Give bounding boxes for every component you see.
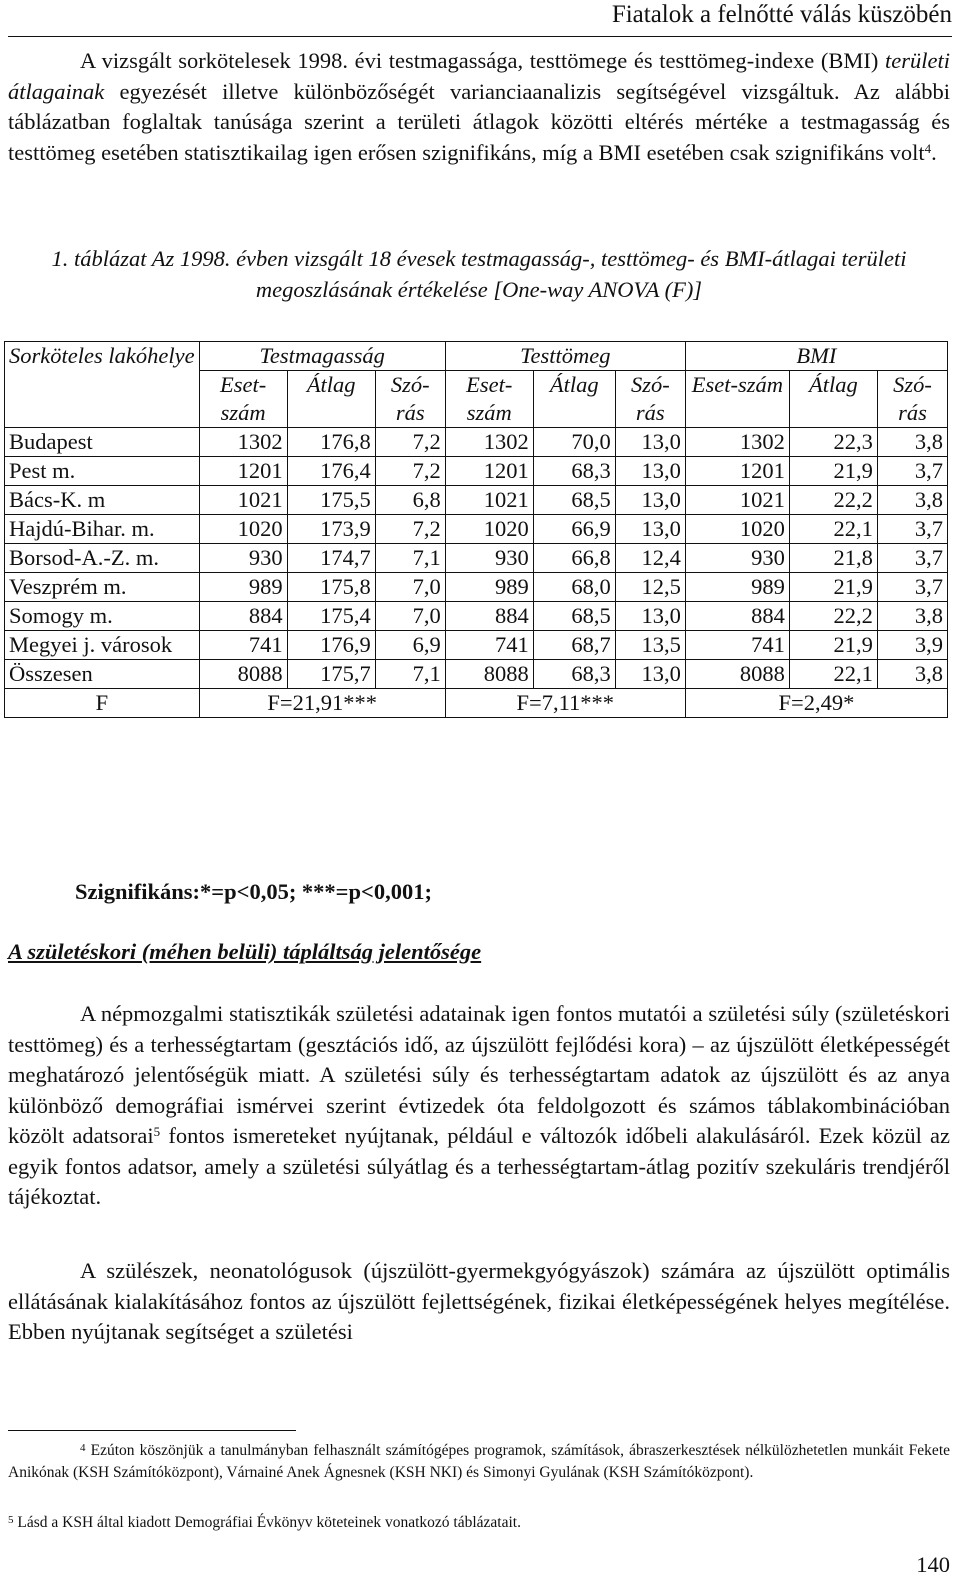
row-place-cell: Bács-K. m bbox=[5, 486, 200, 515]
value-cell: 13,0 bbox=[615, 457, 685, 486]
subheader-count: Eset-szám bbox=[685, 371, 789, 428]
value-cell: 12,5 bbox=[615, 573, 685, 602]
value-cell: 1302 bbox=[445, 428, 533, 457]
value-cell: 3,7 bbox=[877, 515, 947, 544]
group-header-height: Testmagasság bbox=[199, 342, 445, 371]
value-cell: 1201 bbox=[685, 457, 789, 486]
table-row bbox=[5, 631, 948, 660]
value-cell: 66,8 bbox=[533, 544, 615, 573]
value-cell: 7,2 bbox=[375, 428, 445, 457]
row-place-cell: Összesen bbox=[5, 660, 200, 689]
body-paragraph-2 bbox=[8, 1256, 950, 1348]
value-cell: 3,8 bbox=[877, 486, 947, 515]
value-cell: 22,1 bbox=[789, 660, 877, 689]
f-statistic-row bbox=[5, 689, 948, 718]
row-place-cell: Veszprém m. bbox=[5, 573, 200, 602]
footnote-ref-5: 5 bbox=[153, 1124, 161, 1139]
anova-table bbox=[4, 341, 948, 718]
significance-note: Szignifikáns:*=p<0,05; ***=p<0,001; bbox=[75, 879, 432, 904]
value-cell: 13,0 bbox=[615, 486, 685, 515]
row-place-cell: Somogy m. bbox=[5, 602, 200, 631]
value-cell: 68,5 bbox=[533, 486, 615, 515]
value-cell: 70,0 bbox=[533, 428, 615, 457]
value-cell: 7,0 bbox=[375, 573, 445, 602]
table-row bbox=[5, 486, 948, 515]
subheader-count: Eset-szám bbox=[445, 371, 533, 428]
value-cell: 884 bbox=[685, 602, 789, 631]
value-cell: 741 bbox=[445, 631, 533, 660]
value-cell: 1020 bbox=[445, 515, 533, 544]
value-cell: 1302 bbox=[199, 428, 287, 457]
subheader-count: Eset-szám bbox=[199, 371, 287, 428]
value-cell: 1020 bbox=[685, 515, 789, 544]
value-cell: 21,9 bbox=[789, 457, 877, 486]
value-cell: 7,2 bbox=[375, 457, 445, 486]
value-cell: 21,9 bbox=[789, 573, 877, 602]
value-cell: 7,1 bbox=[375, 544, 445, 573]
row-header-label: Sorköteles lakóhelye bbox=[9, 343, 195, 368]
table-caption: 1. táblázat Az 1998. évben vizsgált 18 évesek testmagasság-, testtömeg- és BMI-átlagai területi megoszlásának értékelése [One-way ANOVA (F)] bbox=[51, 246, 907, 302]
table-row bbox=[5, 602, 948, 631]
value-cell: 8088 bbox=[685, 660, 789, 689]
body-paragraph-1 bbox=[8, 999, 950, 1213]
value-cell: 7,2 bbox=[375, 515, 445, 544]
table-row bbox=[5, 573, 948, 602]
value-cell: 176,4 bbox=[287, 457, 375, 486]
value-cell: 989 bbox=[445, 573, 533, 602]
value-cell: 21,8 bbox=[789, 544, 877, 573]
footnote-4 bbox=[8, 1440, 950, 1484]
intro-paragraph bbox=[8, 46, 950, 168]
value-cell: 176,8 bbox=[287, 428, 375, 457]
value-cell: 68,7 bbox=[533, 631, 615, 660]
value-cell: 3,7 bbox=[877, 573, 947, 602]
paragraph-1-text-a: A népmozgalmi statisztikák születési adatainak igen fontos mutatói a születési súly (születéskori testtömeg) és a terhességtartam (gesztációs idő, az újszülött fejlődési kora) – az újszülött életképességét meghatározó jelentőségük miatt. A születési súly és terhességtartam adatok az újszülött és az anya különböző demográfiai ismérvei szerint évtizedek óta feldolgozott és számos táblakombinációban közölt adatsorai bbox=[8, 1001, 950, 1148]
running-head: Fiatalok a felnőtté válás küszöbén bbox=[8, 0, 952, 37]
value-cell: 1020 bbox=[199, 515, 287, 544]
value-cell: 930 bbox=[445, 544, 533, 573]
value-cell: 13,0 bbox=[615, 660, 685, 689]
table-row bbox=[5, 660, 948, 689]
intro-text-a: A vizsgált sorkötelesek 1998. évi testmagassága, testtömege és testtömeg-indexe (BMI) bbox=[80, 48, 886, 73]
group-header-bmi: BMI bbox=[685, 342, 947, 371]
row-place-cell: Budapest bbox=[5, 428, 200, 457]
value-cell: 989 bbox=[199, 573, 287, 602]
intro-text-emphasis: területi átlagainak bbox=[8, 48, 950, 104]
value-cell: 3,8 bbox=[877, 428, 947, 457]
f-row-label: F bbox=[5, 689, 200, 718]
value-cell: 66,9 bbox=[533, 515, 615, 544]
subheader-mean: Átlag bbox=[533, 371, 615, 428]
value-cell: 175,5 bbox=[287, 486, 375, 515]
subheader-mean: Átlag bbox=[287, 371, 375, 428]
paragraph-1-text-b: fontos ismereteket nyújtanak, például e változók időbeli alakulásáról. Ezek közül az egyik fontos adatsor, amely a születési súlyátlag és a terhességtartam-átlag pozitív szekuláris trendjéről tájékoztat. bbox=[8, 1123, 951, 1209]
f-statistic-cell: F=7,11*** bbox=[445, 689, 685, 718]
value-cell: 68,0 bbox=[533, 573, 615, 602]
footnote-5-text: Lásd a KSH által kiadott Demográfiai Évkönyv köteteinek vonatkozó táblázatait. bbox=[17, 1514, 521, 1531]
table-row bbox=[5, 515, 948, 544]
value-cell: 175,7 bbox=[287, 660, 375, 689]
footnote-5-number: 5 bbox=[8, 1514, 14, 1526]
row-header-cell bbox=[5, 342, 200, 428]
section-title: A születéskori (méhen belüli) tápláltság jelentősége bbox=[8, 939, 482, 964]
row-place-cell: Hajdú-Bihar. m. bbox=[5, 515, 200, 544]
subheader-sd: Szó-rás bbox=[375, 371, 445, 428]
value-cell: 1201 bbox=[445, 457, 533, 486]
subheader-sd: Szó-rás bbox=[615, 371, 685, 428]
group-header-weight: Testtömeg bbox=[445, 342, 685, 371]
footnote-5 bbox=[8, 1512, 950, 1534]
value-cell: 6,9 bbox=[375, 631, 445, 660]
value-cell: 6,8 bbox=[375, 486, 445, 515]
value-cell: 176,9 bbox=[287, 631, 375, 660]
value-cell: 884 bbox=[199, 602, 287, 631]
value-cell: 12,4 bbox=[615, 544, 685, 573]
value-cell: 13,0 bbox=[615, 602, 685, 631]
footnote-divider bbox=[8, 1430, 296, 1431]
value-cell: 1021 bbox=[199, 486, 287, 515]
value-cell: 13,5 bbox=[615, 631, 685, 660]
value-cell: 884 bbox=[445, 602, 533, 631]
value-cell: 3,9 bbox=[877, 631, 947, 660]
value-cell: 21,9 bbox=[789, 631, 877, 660]
subheader-sd: Szó-rás bbox=[877, 371, 947, 428]
value-cell: 173,9 bbox=[287, 515, 375, 544]
value-cell: 7,0 bbox=[375, 602, 445, 631]
value-cell: 13,0 bbox=[615, 515, 685, 544]
f-statistic-cell: F=21,91*** bbox=[199, 689, 445, 718]
value-cell: 1201 bbox=[199, 457, 287, 486]
value-cell: 175,4 bbox=[287, 602, 375, 631]
value-cell: 1021 bbox=[445, 486, 533, 515]
value-cell: 930 bbox=[199, 544, 287, 573]
value-cell: 8088 bbox=[199, 660, 287, 689]
value-cell: 3,7 bbox=[877, 544, 947, 573]
value-cell: 68,3 bbox=[533, 660, 615, 689]
value-cell: 3,8 bbox=[877, 602, 947, 631]
footnote-4-text: Ezúton köszönjük a tanulmányban felhasznált számítógépes programok, számítások, ábraszerkesztések nélkülözhetetlen munkáit Fekete Anikónak (KSH Számítóközpont), Várnainé Anek Ágnesnek (KSH NKI) és Simonyi Gyulának (KSH Számítóközpont). bbox=[8, 1442, 951, 1481]
value-cell: 13,0 bbox=[615, 428, 685, 457]
value-cell: 7,1 bbox=[375, 660, 445, 689]
footnote-ref-4: 4 bbox=[924, 140, 932, 156]
value-cell: 22,2 bbox=[789, 486, 877, 515]
value-cell: 1021 bbox=[685, 486, 789, 515]
row-place-cell: Borsod-A.-Z. m. bbox=[5, 544, 200, 573]
paragraph-2-text: A szülészek, neonatológusok (újszülött-gyermekgyógyászok) számára az újszülött optimális ellátásának kialakításához fontos az újszülött fejlettségének, fizikai életképességének helyes megítélése. Ebben nyújtanak segítséget a születési bbox=[8, 1258, 950, 1344]
value-cell: 174,7 bbox=[287, 544, 375, 573]
f-statistic-cell: F=2,49* bbox=[685, 689, 947, 718]
row-place-cell: Pest m. bbox=[5, 457, 200, 486]
intro-text-b: egyezését illetve különbözőségét varianciaanalizis segítségével vizsgáltuk. Az alábbi táblázatban foglaltak tanúsága szerint a területi átlagok közötti eltérés mértéke a testmagasság és testtömeg esetében statisztikailag igen erősen szignifikáns, míg a BMI esetében csak szignifikáns volt bbox=[8, 78, 950, 165]
value-cell: 741 bbox=[685, 631, 789, 660]
intro-text-end: . bbox=[931, 139, 937, 165]
value-cell: 68,3 bbox=[533, 457, 615, 486]
row-place-cell: Megyei j. városok bbox=[5, 631, 200, 660]
value-cell: 3,7 bbox=[877, 457, 947, 486]
table-body bbox=[5, 342, 948, 718]
table-row bbox=[5, 544, 948, 573]
table-row bbox=[5, 457, 948, 486]
value-cell: 930 bbox=[685, 544, 789, 573]
subheader-mean: Átlag bbox=[789, 371, 877, 428]
footnote-4-number: 4 bbox=[80, 1442, 86, 1454]
value-cell: 22,3 bbox=[789, 428, 877, 457]
value-cell: 22,2 bbox=[789, 602, 877, 631]
value-cell: 3,8 bbox=[877, 660, 947, 689]
value-cell: 22,1 bbox=[789, 515, 877, 544]
value-cell: 68,5 bbox=[533, 602, 615, 631]
page-number: 140 bbox=[916, 1552, 950, 1577]
value-cell: 741 bbox=[199, 631, 287, 660]
table-row bbox=[5, 428, 948, 457]
table-header-row bbox=[5, 342, 948, 371]
value-cell: 989 bbox=[685, 573, 789, 602]
value-cell: 1302 bbox=[685, 428, 789, 457]
value-cell: 8088 bbox=[445, 660, 533, 689]
value-cell: 175,8 bbox=[287, 573, 375, 602]
